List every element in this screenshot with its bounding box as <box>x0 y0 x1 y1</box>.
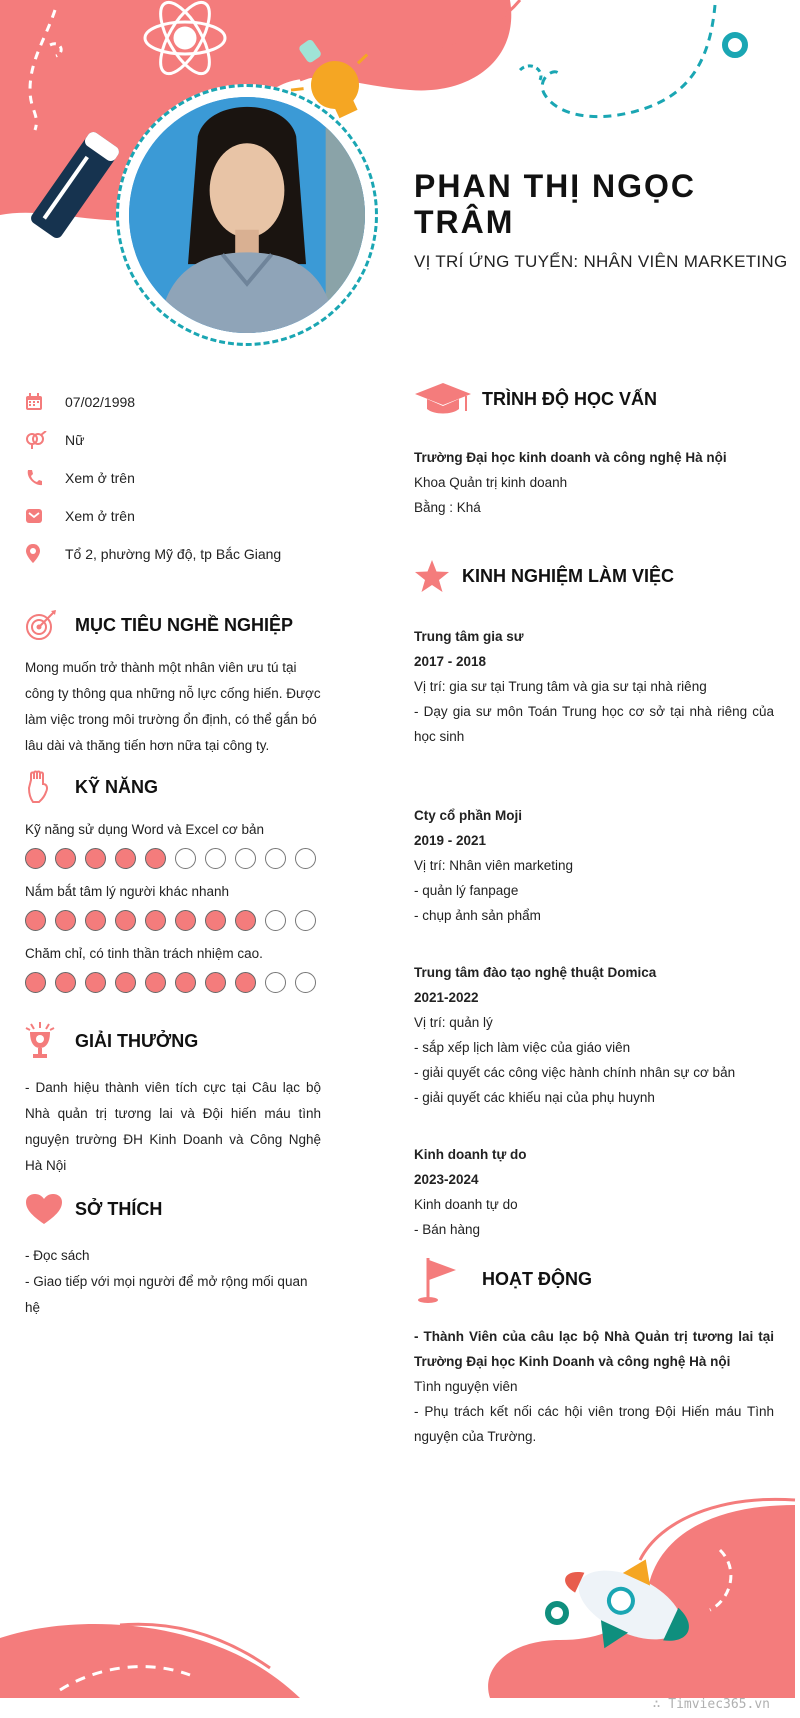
ring-decoration <box>725 35 745 55</box>
rating-dot-empty <box>265 848 286 869</box>
hobby-item: - Đọc sách <box>25 1248 90 1263</box>
education-school: Trường Đại học kinh doanh và công nghệ Hà nội <box>414 450 727 465</box>
job-company: Trung tâm gia sư <box>414 629 524 644</box>
skill-label: Chăm chỉ, có tinh thần trách nhiệm cao. <box>25 946 263 961</box>
flag-icon <box>414 1254 482 1304</box>
rating-dot-empty <box>205 848 226 869</box>
job-detail: - sắp xếp lịch làm việc của giáo viên <box>414 1040 631 1055</box>
rating-dot-filled <box>235 910 256 931</box>
awards-text: - Danh hiệu thành viên tích cực tại Câu lạc bộ Nhà quản trị tương lai và Đội hiến máu tình nguyện trường ĐH Kinh Doanh và Công Nghệ Hà Nội <box>25 1080 321 1173</box>
watermark: ∴ Timviec365.vn <box>652 1697 770 1712</box>
rating-dot-empty <box>295 972 316 993</box>
graduation-cap-icon <box>414 381 482 417</box>
job-detail: - Dạy gia sư môn Toán Trung học cơ sở tại nhà riêng của học sinh <box>414 704 774 744</box>
activities-title: HOẠT ĐỘNG <box>482 1268 592 1289</box>
rating-dot-filled <box>115 910 136 931</box>
gender-icon <box>25 428 65 452</box>
skill-rating <box>25 967 321 997</box>
job-period: 2023-2024 <box>414 1172 479 1187</box>
job-entry <box>414 1142 774 1242</box>
activity-role: Tình nguyện viên <box>414 1379 518 1394</box>
rating-dot-filled <box>25 910 46 931</box>
job-detail: Vị trí: gia sư tại Trung tâm và gia sư tại nhà riêng <box>414 679 707 694</box>
job-company: Cty cổ phần Moji <box>414 808 522 823</box>
skill-rating <box>25 905 321 935</box>
applied-position: VỊ TRÍ ỨNG TUYỂN: NHÂN VIÊN MARKETING <box>414 252 788 271</box>
rating-dot-filled <box>55 910 76 931</box>
job-detail: - giải quyết các khiếu nại của phụ huynh <box>414 1090 655 1105</box>
calendar-icon <box>25 390 65 414</box>
education-title: TRÌNH ĐỘ HỌC VẤN <box>482 388 657 409</box>
skills-header <box>25 763 321 811</box>
location-icon <box>25 542 65 566</box>
rating-dot-filled <box>145 848 166 869</box>
rating-dot-empty <box>265 972 286 993</box>
phone-row <box>25 459 321 497</box>
objective-title: MỤC TIÊU NGHỀ NGHIỆP <box>75 614 294 635</box>
job-detail: Vị trí: quản lý <box>414 1015 493 1030</box>
experience-header <box>414 552 774 600</box>
education-header <box>414 375 774 423</box>
star-icon <box>414 559 462 593</box>
job-detail: - giải quyết các công việc hành chính nhân sự cơ bản <box>414 1065 736 1080</box>
skill-label: Nắm bắt tâm lý người khác nhanh <box>25 884 229 899</box>
job-detail: Kinh doanh tự do <box>414 1197 518 1212</box>
rating-dot-filled <box>235 972 256 993</box>
skill-label: Kỹ năng sử dụng Word và Excel cơ bản <box>25 822 265 837</box>
experience-list <box>414 624 774 1242</box>
activities-header <box>414 1252 774 1306</box>
phone-icon <box>25 466 65 490</box>
education-entry <box>414 445 774 520</box>
email-row <box>25 497 321 535</box>
hobbies-title: SỞ THÍCH <box>75 1198 163 1219</box>
objective-header <box>25 601 321 649</box>
rating-dot-filled <box>25 848 46 869</box>
skills-title: KỸ NĂNG <box>75 776 159 797</box>
birthday-value: 07/02/1998 <box>65 394 136 410</box>
job-entry <box>414 803 774 928</box>
rating-dot-empty <box>175 848 196 869</box>
rating-dot-empty <box>265 910 286 931</box>
job-detail: Vị trí: Nhân viên marketing <box>414 858 574 873</box>
right-column <box>414 375 774 1481</box>
rating-dot-empty <box>295 910 316 931</box>
rating-dot-filled <box>55 848 76 869</box>
rating-dot-empty <box>295 848 316 869</box>
rating-dot-filled <box>85 972 106 993</box>
rating-dot-filled <box>85 848 106 869</box>
address-row <box>25 535 321 573</box>
skill-rating <box>25 843 321 873</box>
job-period: 2019 - 2021 <box>414 833 487 848</box>
email-icon <box>25 504 65 528</box>
candidate-name: PHAN THỊ NGỌC TRÂM <box>414 168 696 240</box>
rating-dot-filled <box>175 910 196 931</box>
birthday-row <box>25 383 321 421</box>
rating-dot-filled <box>25 972 46 993</box>
email-value: Xem ở trên <box>65 508 135 524</box>
job-detail: - Bán hàng <box>414 1222 481 1237</box>
phone-value: Xem ở trên <box>65 470 135 486</box>
rating-dot-empty <box>235 848 256 869</box>
heart-icon <box>25 1193 75 1225</box>
awards-header <box>25 1017 321 1065</box>
job-company: Kinh doanh tự do <box>414 1147 527 1162</box>
rating-dot-filled <box>85 910 106 931</box>
hobby-item: - Giao tiếp với mọi người để mở rộng mối quan hệ <box>25 1274 308 1315</box>
gender-row <box>25 421 321 459</box>
address-value: Tổ 2, phường Mỹ độ, tp Bắc Giang <box>65 546 282 562</box>
job-period: 2017 - 2018 <box>414 654 487 669</box>
gender-value: Nữ <box>65 432 85 448</box>
activity-entry <box>414 1324 774 1449</box>
trophy-icon <box>25 1022 75 1060</box>
profile-photo-frame <box>116 84 378 346</box>
hobbies-list <box>25 1243 321 1321</box>
activity-desc: - Phụ trách kết nối các hội viên trong Đội Hiến máu Tình nguyện của Trường. <box>414 1404 774 1444</box>
rating-dot-filled <box>175 972 196 993</box>
rating-dot-filled <box>115 848 136 869</box>
job-detail: - quản lý fanpage <box>414 883 519 898</box>
target-icon <box>25 608 75 642</box>
job-entry <box>414 624 774 749</box>
hobbies-header <box>25 1185 321 1233</box>
rating-dot-filled <box>205 910 226 931</box>
experience-title: KINH NGHIỆM LÀM VIỆC <box>462 565 675 586</box>
skills-list <box>25 817 321 997</box>
objective-text: Mong muốn trở thành một nhân viên ưu tú tại công ty thông qua những nỗ lực cống hiến. Được làm việc trong môi trường ổn định, có thể gắn bó lâu dài và thăng tiến hơn nữa tại công ty. <box>25 660 321 753</box>
left-column <box>25 383 321 1321</box>
job-entry <box>414 960 774 1110</box>
job-company: Trung tâm đào tạo nghệ thuật Domica <box>414 965 657 980</box>
awards-title: GIẢI THƯỞNG <box>75 1030 199 1051</box>
job-period: 2021-2022 <box>414 990 479 1005</box>
portrait-image <box>129 97 365 333</box>
rating-dot-filled <box>115 972 136 993</box>
job-detail: - chụp ảnh sản phẩm <box>414 908 541 923</box>
fist-icon <box>25 770 75 804</box>
rating-dot-filled <box>145 972 166 993</box>
rating-dot-filled <box>205 972 226 993</box>
education-degree: Bằng : Khá <box>414 500 481 515</box>
rating-dot-filled <box>145 910 166 931</box>
bottom-blob-left <box>0 1624 300 1698</box>
rating-dot-filled <box>55 972 76 993</box>
profile-photo <box>129 97 365 333</box>
activity-heading: - Thành Viên của câu lạc bộ Nhà Quản trị tương lai tại Trường Đại học Kinh Doanh và công nghệ Hà nội <box>414 1329 774 1369</box>
education-faculty: Khoa Quản trị kinh doanh <box>414 475 568 490</box>
